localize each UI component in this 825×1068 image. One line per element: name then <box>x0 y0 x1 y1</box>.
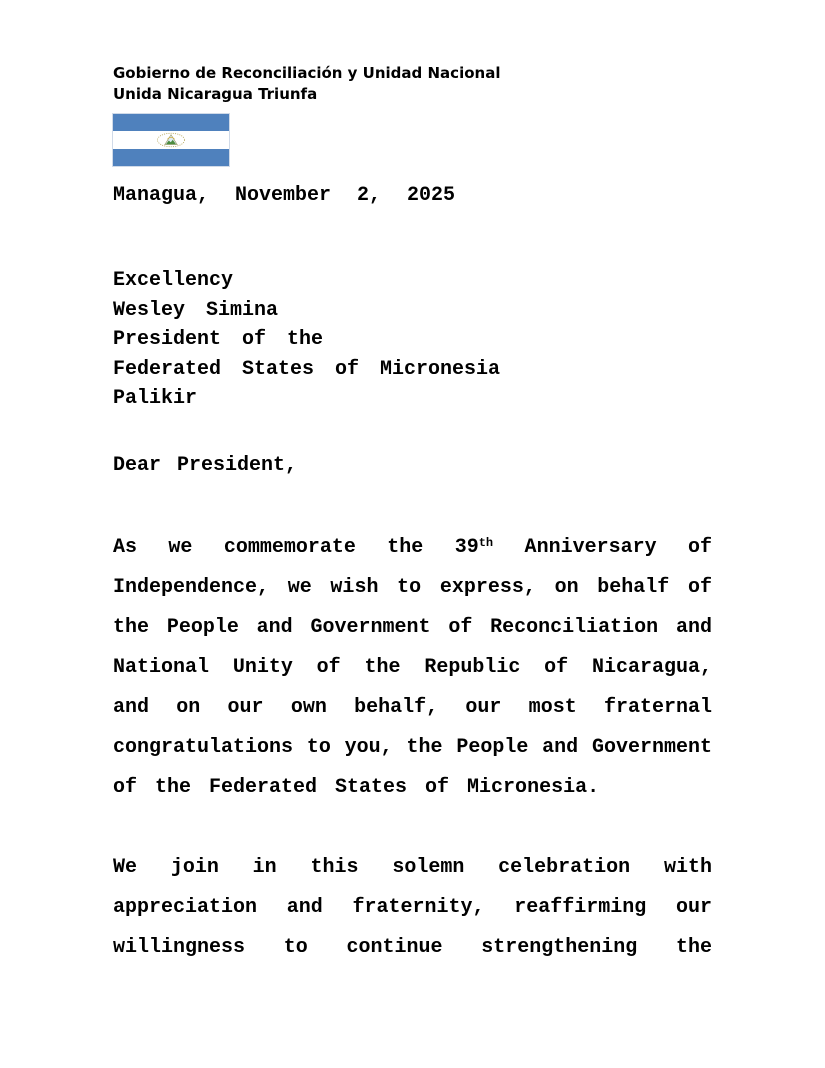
paragraph-1-line-6: congratulations to you, the People and Government <box>113 735 712 759</box>
ordinal-superscript: th <box>478 535 494 550</box>
paragraph-2 <box>113 848 712 968</box>
letterhead-line-2: Unida Nicaragua Triunfa <box>113 85 318 103</box>
flag-stripe-bottom <box>113 149 229 166</box>
paragraph-1-line-7: of the Federated States of Micronesia. <box>113 775 600 799</box>
recipient-city: Palikir <box>113 387 198 410</box>
date-line: Managua, November 2, 2025 <box>113 184 456 207</box>
p1-line1-text: As we commemorate the 39 <box>113 535 479 559</box>
salutation: Dear President, <box>113 453 298 477</box>
flag-stripe-top <box>113 114 229 131</box>
paragraph-1 <box>113 523 712 808</box>
recipient-address <box>113 266 712 414</box>
paragraph-1-line-5: and on our own behalf, our most fraternal <box>113 695 712 719</box>
flag-stripe-middle <box>113 131 229 148</box>
recipient-role-line-2: Federated States of Micronesia <box>113 357 501 381</box>
recipient-name: Wesley Simina <box>113 298 279 322</box>
paragraph-2-line-1: We join in this solemn celebration with <box>113 855 712 879</box>
coat-of-arms-icon <box>156 132 186 148</box>
paragraph-2-line-2: appreciation and fraternity, reaffirming our <box>113 895 712 919</box>
paragraph-1-line-4: National Unity of the Republic of Nicaragua, <box>113 655 712 679</box>
letterhead-line-1: Gobierno de Reconciliación y Unidad Nacional <box>113 64 501 82</box>
letterhead <box>113 63 712 105</box>
paragraph-1-line-3: the People and Government of Reconciliation and <box>113 615 712 639</box>
recipient-title: Excellency <box>113 269 234 292</box>
nicaragua-flag <box>113 114 229 166</box>
paragraph-1-line-1 <box>113 523 712 568</box>
paragraph-2-line-3: willingness to continue strengthening the <box>113 935 712 959</box>
p1-line1-text-after: Anniversary of <box>493 535 713 559</box>
recipient-role-line-1: President of the <box>113 328 324 351</box>
paragraph-1-line-2: Independence, we wish to express, on behalf of <box>113 575 712 599</box>
